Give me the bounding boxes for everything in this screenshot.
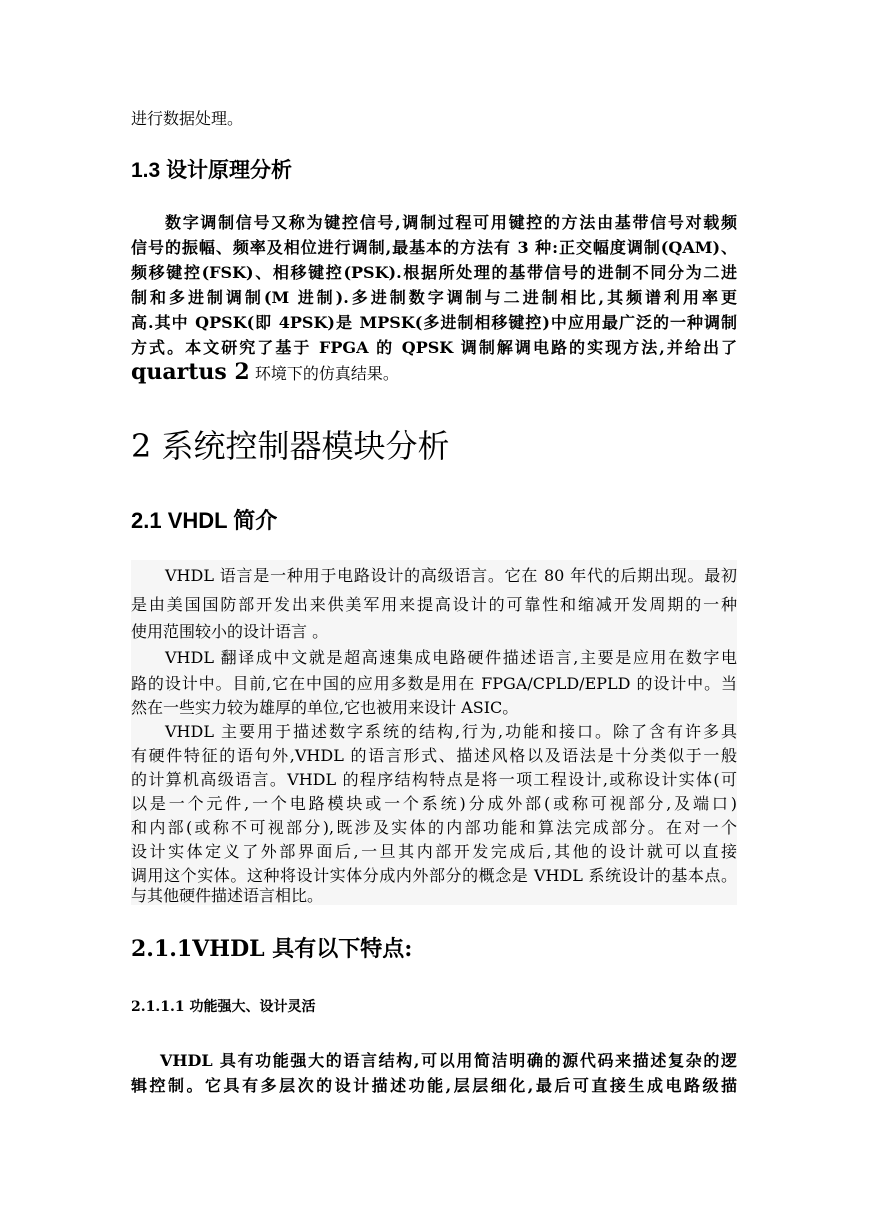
- section-1-3-line: 高.其中 QPSK(即 4PSK)是 MPSK(多进制相移键控)中应用最广泛的一种调制: [131, 313, 737, 332]
- section-2-1-line: VHDL 翻译成中文就是超高速集成电路硬件描述语言,主要是应用在数字电: [165, 648, 737, 667]
- section-2-1-line: 的计算机高级语言。VHDL 的程序结构特点是将一项工程设计,或称设计实体(可: [131, 770, 737, 789]
- section-1-3-line: 制和多进制调制(M 进制).多进制数字调制与二进制相比,其频谱利用率更: [131, 288, 737, 307]
- section-1-3-line: 方式。本文研究了基于 FPGA 的 QPSK 调制解调电路的实现方法,并给出了: [131, 338, 737, 357]
- section-2-1-line: VHDL 主要用于描述数字系统的结构,行为,功能和接口。除了含有许多具: [165, 722, 737, 741]
- section-2-1-1-1-heading: 2.1.1.1 功能强大、设计灵活: [131, 999, 316, 1015]
- section-2-1-line: 路的设计中。目前,它在中国的应用多数是用在 FPGA/CPLD/EPLD 的设计中。当: [131, 674, 737, 693]
- section-2-1-line: 与其他硬件描述语言相比。: [131, 886, 324, 905]
- last-line-rest: 环境下的仿真结果。: [249, 364, 399, 383]
- section-2-1-heading: 2.1 VHDL 简介: [131, 508, 278, 533]
- section-1-3-line: 数字调制信号又称为键控信号,调制过程可用键控的方法由基带信号对载频: [165, 213, 737, 232]
- section-2-1-line: 调用这个实体。这种将设计实体分成内外部分的概念是 VHDL 系统设计的基本点。: [131, 866, 737, 885]
- section-1-3-last-line: [131, 356, 399, 390]
- section-2-1-line: VHDL 语言是一种用于电路设计的高级语言。它在 80 年代的后期出现。最初: [165, 566, 737, 585]
- section-2-1-1-1-line: 辑控制。它具有多层次的设计描述功能,层层细化,最后可直接生成电路级描: [131, 1076, 737, 1095]
- section-1-3-line: 频移键控(FSK)、相移键控(PSK).根据所处理的基带信号的进制不同分为二进: [131, 263, 737, 282]
- section-2-1-line: 以是一个元件,一个电路模块或一个系统)分成外部(或称可视部分,及端口): [131, 794, 737, 813]
- section-2-1-line: 使用范围较小的设计语言 。: [131, 622, 329, 641]
- intro-tail-text: 进行数据处理。: [131, 109, 244, 128]
- section-2-1-1-1-line: VHDL 具有功能强大的语言结构,可以用简洁明确的源代码来描述复杂的逻: [160, 1051, 737, 1070]
- section-2-1-line: 设计实体定义了外部界面后,一旦其内部开发完成后,其他的设计就可以直接: [131, 842, 737, 861]
- section-1-3-line: 信号的振幅、频率及相位进行调制,最基本的方法有 3 种:正交幅度调制(QAM)、: [131, 238, 737, 257]
- section-2-1-1-heading: 2.1.1VHDL 具有以下特点:: [131, 936, 413, 962]
- section-2-1-line: 然在一些实力较为雄厚的单位,它也被用来设计 ASIC。: [131, 698, 519, 717]
- section-1-3-heading: 1.3 设计原理分析: [131, 159, 293, 182]
- section-2-1-line: 和内部(或称不可视部分),既涉及实体的内部功能和算法完成部分。在对一个: [131, 818, 737, 837]
- section-2-1-line: 是由美国国防部开发出来供美军用来提高设计的可靠性和缩减开发周期的一种: [131, 595, 737, 614]
- section-2-1-line: 有硬件特征的语句外,VHDL 的语言形式、描述风格以及语法是十分类似于一般: [131, 746, 737, 765]
- quartus-term: quartus 2: [131, 359, 250, 385]
- chapter-2-heading: 2 系统控制器模块分析: [131, 427, 450, 465]
